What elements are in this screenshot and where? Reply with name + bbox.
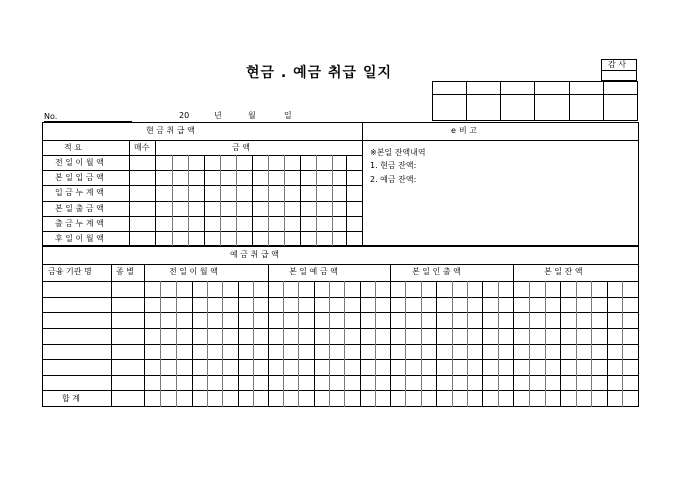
page-title: 현금 . 예금 취급 일지 — [246, 65, 393, 81]
approval-label: 감 사 — [608, 60, 626, 69]
deposit-col-type: 종 별 — [116, 267, 134, 276]
remarks-line: ※본일 잔액내역 — [370, 148, 426, 157]
cash-row-label: 출 금 누 계 액 — [55, 219, 104, 228]
year-label: 년 — [214, 111, 222, 120]
deposit-col-deposit: 본 일 예 금 액 — [289, 267, 338, 276]
cash-row-label: 후 일 이 월 액 — [55, 234, 104, 243]
remarks-title-mark: e — [451, 126, 456, 135]
approval-grid — [432, 81, 638, 121]
cash-row-label: 본 일 입 금 액 — [55, 173, 104, 182]
deposit-col-balance: 본 일 잔 액 — [544, 267, 583, 276]
remarks-line: 2. 예금 잔액: — [370, 175, 417, 184]
remarks-title: 비 고 — [459, 126, 477, 135]
cash-col-amount: 금 액 — [232, 143, 250, 152]
remarks-line: 1. 현금 잔액: — [370, 161, 417, 170]
cash-col-item: 적 요 — [64, 143, 82, 152]
year-prefix: 20 — [179, 111, 190, 120]
month-label: 월 — [248, 111, 256, 120]
cash-row-label: 전 일 이 월 액 — [55, 158, 104, 167]
cash-row-label: 입 금 누 계 액 — [55, 188, 104, 197]
deposit-col-withdraw: 본 일 인 출 액 — [412, 267, 461, 276]
deposit-col-prev: 전 일 이 월 액 — [169, 267, 218, 276]
document-number-label: No. — [44, 112, 58, 121]
cash-row-label: 본 일 출 금 액 — [55, 204, 104, 213]
deposit-section-title: 예 금 취 급 액 — [230, 250, 279, 259]
total-label: 합 계 — [62, 394, 80, 403]
cash-section-title: 현 금 취 급 액 — [146, 126, 195, 135]
cash-col-count: 매수 — [134, 143, 150, 152]
deposit-col-bank: 금융 기관 명 — [48, 267, 92, 276]
day-label: 일 — [284, 111, 292, 120]
